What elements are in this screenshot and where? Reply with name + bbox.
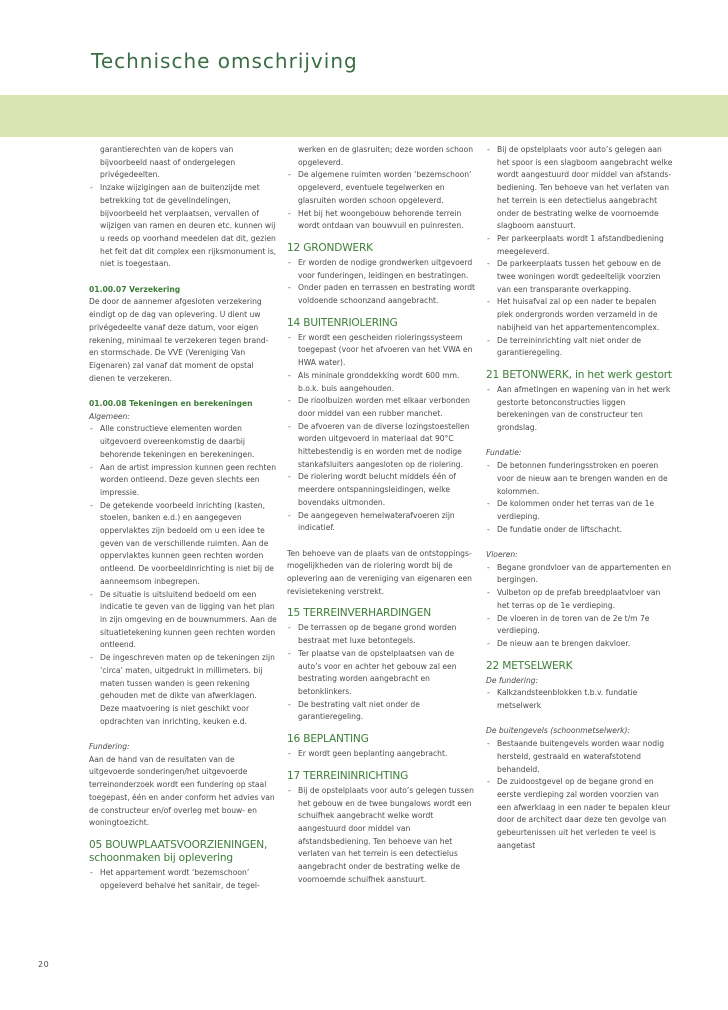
list-item: - Bij de opstelplaats voor auto’s gelegen tussen het gebouw en de twee bungalows wordt een schuifhek aangebracht welke wordt aangestuurd door middel van afstandsbediening. Ten behoeve van het verlaten van het terrein is een detectielus aangebracht onder de bestrating welke de voornoemde schuifhek aanstuurt. <box>287 785 475 887</box>
list-item: - De bestrating valt niet onder de garantieregeling. <box>287 699 475 724</box>
list-item: - De getekende voorbeeld inrichting (kasten, stoelen, banken e.d.) en aangegeven oppervlaktes zijn bedoeld om u een idee te geven van de verschillende ruimten. Aan de oppervlaktes kunnen geen rechten worden ontleend. De voorbeeldinrichting is niet bij de aanneemsom inbegrepen. <box>89 500 277 589</box>
list-item: - De parkeerplaats tussen het gebouw en de twee woningen wordt gedeeltelijk voorzien van een transparante overkapping. <box>486 258 674 296</box>
list-item: - De afvoeren van de diverse lozingstoestellen worden uitgevoerd in materiaal dat 90°C hittebestendig is en worden met de nodige stankafsluiters aangesloten op de riolering. <box>287 421 475 472</box>
list-item: - De terrassen op de begane grond worden bestraat met luxe betontegels. <box>287 622 475 647</box>
bullet-list <box>486 687 674 712</box>
subheading: De fundering: <box>486 675 539 685</box>
bullet-list <box>89 423 277 728</box>
list-item: - Er wordt geen beplanting aangebracht. <box>287 748 475 761</box>
list-item: - De aangegeven hemelwaterafvoeren zijn indicatief. <box>287 510 475 535</box>
list-item: - De fundatie onder de liftschacht. <box>486 524 674 537</box>
list-item: - De situatie is uitsluitend bedoeld om een indicatie te geven van de ligging van het plan in zijn omgeving en de bouwnummers. Aan de situatietekening kunnen geen rechten worden ontleend. <box>89 589 277 653</box>
column-1 <box>89 144 277 892</box>
paragraph: De door de aannemer afgesloten verzekering eindigt op de dag van oplevering. U dient uw privégedeelte vanaf deze datum, voor eigen rekening, minimaal te verzekeren tegen brand- en stormschade. De VVE (Vereniging Van Eigenaren) zal vanaf dat moment de opstal dienen te verzekeren. <box>89 297 269 383</box>
list-item: - Het huisafval zal op een nader te bepalen plek ondergronds worden verzameld in de nabijheid van het appartementencomplex. <box>486 296 674 334</box>
paragraph-continuation: garantierechten van de kopers van bijvoorbeeld naast of ondergelegen privégedeelten. <box>100 145 236 180</box>
list-item: - Inzake wijzigingen aan de buitenzijde met betrekking tot de gevelindelingen, bijvoorbeeld het verplaatsen, vervallen of wijzigen van ramen en deuren etc. kunnen wij u reeds op voorhand meedelen dat dit, gezien het feit dat dit complex een rijksmonument is, niet is toegestaan. <box>89 182 277 271</box>
section-heading-betonwerk: 21 BETONWERK, in het werk gestort <box>486 368 672 381</box>
list-item: - Er wordt een gescheiden rioleringssysteem toegepast (voor het afvoeren van het VWA en HWA water). <box>287 332 475 370</box>
list-item: - De zuidoostgevel op de begane grond en eerste verdieping zal worden voorzien van een afwerklaag in een nader te bepalen kleur door de architect daar deze ten gevolge van gebeurtenissen uit het verleden te veel is aangetast <box>486 776 674 852</box>
bullet-list <box>89 182 277 271</box>
list-item: - Per parkeerplaats wordt 1 afstandbediening meegeleverd. <box>486 233 674 258</box>
list-item: - Bij de opstelplaats voor auto’s gelegen aan het spoor is een slagboom aangebracht welke wordt aangestuurd door middel van afstands-bediening. Ten behoeve van het verlaten van het terrein is een detectielus aangebracht onder de bestrating welke de voornoemde slagboom aanstuurt. <box>486 144 674 233</box>
section-heading-beplanting: 16 BEPLANTING <box>287 733 369 746</box>
section-heading-verzekering: 01.00.07 Verzekering <box>89 284 181 294</box>
section-heading-terreinverhardingen: 15 TERREINVERHARDINGEN <box>287 607 431 620</box>
bullet-list <box>486 384 674 435</box>
subheading: Fundering: <box>89 742 130 751</box>
list-item: - De algemene ruimten worden ‘bezemschoon’ opgeleverd, eventuele tegelwerken en glasruiten worden schoon opgeleverd. <box>287 169 475 207</box>
list-item: - Onder paden en terrassen en bestrating wordt voldoende schoonzand aangebracht. <box>287 282 475 307</box>
list-item: - Begane grondvloer van de appartementen en bergingen. <box>486 562 674 587</box>
list-item: - Er worden de nodige grondwerken uitgevoerd voor funderingen, leidingen en bestratingen. <box>287 257 475 282</box>
section-heading-tekeningen: 01.00.08 Tekeningen en berekeningen <box>89 399 253 409</box>
header-band <box>0 95 728 137</box>
list-item: - Vulbeton op de prefab breedplaatvloer van het terras op de 1e verdieping. <box>486 587 674 612</box>
bullet-list <box>486 460 674 536</box>
list-item: - Aan afmetingen en wapening van in het werk gestorte betonconstructies liggen berekeningen van de constructeur ten grondslag. <box>486 384 674 435</box>
list-item: - Bestaande buitengevels worden waar nodig hersteld, gestraald en waterafstotend behandeld. <box>486 738 674 776</box>
bullet-list <box>486 738 674 852</box>
bullet-list <box>287 257 475 308</box>
list-item: - De nieuw aan te brengen dakvloer. <box>486 638 674 651</box>
list-item: - Aan de artist impression kunnen geen rechten worden ontleend. Deze geven slechts een impressie. <box>89 462 277 500</box>
bullet-list <box>486 144 674 360</box>
bullet-list <box>287 169 475 233</box>
column-2 <box>287 144 475 886</box>
list-item: - Kalkzandsteenblokken t.b.v. fundatie metselwerk <box>486 687 674 712</box>
subheading: Algemeen: <box>89 411 130 421</box>
section-heading-bouwplaatsvoorzieningen: 05 BOUWPLAATSVOORZIENINGEN, schoonmaken bij oplevering <box>89 838 268 864</box>
page-title: Technische omschrijving <box>91 49 358 73</box>
column-3 <box>486 144 674 853</box>
page-number: 20 <box>38 960 50 969</box>
bullet-list <box>89 867 277 892</box>
section-heading-terreininrichting: 17 TERREININRICHTING <box>287 769 409 782</box>
list-item: - De vloeren in de toren van de 2e t/m 7e verdieping. <box>486 613 674 638</box>
list-item: - Alle constructieve elementen worden uitgevoerd overeenkomstig de daarbij behorende tekeningen en berekeningen. <box>89 423 277 461</box>
list-item: - Als mininale gronddekking wordt 600 mm. b.o.k. buis aangehouden. <box>287 370 475 395</box>
list-item: - Ter plaatse van de opstelplaatsen van de auto’s voor en achter het gebouw zal een bestrating worden aangebracht en betonklinkers. <box>287 648 475 699</box>
list-item: - De terreininrichting valt niet onder de garantieregeling. <box>486 335 674 360</box>
section-heading-grondwerk: 12 GRONDWERK <box>287 241 373 254</box>
paragraph: Ten behoeve van de plaats van de ontstoppings-mogelijkheden van de riolering wordt bij de oplevering aan de vereniging van eigenaren een revisietekening verstrekt. <box>287 548 472 596</box>
list-item: - De ingeschreven maten op de tekeningen zijn ‘circa’ maten, uitgedrukt in millimeters. bij maten tussen wanden is geen rekening gehouden met de dikte van afwerklagen. Deze maatvoering is niet geschikt voor opdrachten van inrichting, keuken e.d. <box>89 652 277 728</box>
section-heading-buitenriolering: 14 BUITENRIOLERING <box>287 316 398 329</box>
list-item: - De riolering wordt belucht middels één of meerdere ontspanningsleidingen, welke bovendaks uitmonden. <box>287 471 475 509</box>
list-item: - De rioolbuizen worden met elkaar verbonden door middel van een rubber manchet. <box>287 395 475 420</box>
bullet-list <box>287 332 475 535</box>
subheading: Vloeren: <box>486 550 518 560</box>
list-item: - Het appartement wordt ‘bezemschoon’ opgeleverd behalve het sanitair, de tegel- <box>89 867 277 892</box>
bullet-list <box>486 562 674 651</box>
subheading: Fundatie: <box>486 448 522 458</box>
bullet-list <box>287 622 475 724</box>
section-heading-metselwerk: 22 METSELWERK <box>486 659 573 672</box>
bullet-list <box>287 748 475 761</box>
list-item: - De betonnen funderingsstroken en poeren voor de nieuw aan te brengen wanden en de kolommen. <box>486 460 674 498</box>
bullet-list <box>287 785 475 887</box>
paragraph-continuation: werken en de glasruiten; deze worden schoon opgeleverd. <box>298 145 474 167</box>
paragraph: Aan de hand van de resultaten van de uitgevoerde sonderingen/het uitgevoerde terreinonderzoek wordt een fundering op staal toegepast, één en ander conform het advies van de constructeur en/of overleg met bouw- en woningtoezicht. <box>89 754 275 828</box>
list-item: - De kolommen onder het terras van de 1e verdieping. <box>486 498 674 523</box>
list-item: - Het bij het woongebouw behorende terrein wordt ontdaan van bouwvuil en puinresten. <box>287 208 475 233</box>
subheading: De buitengevels (schoonmetselwerk): <box>486 726 630 736</box>
